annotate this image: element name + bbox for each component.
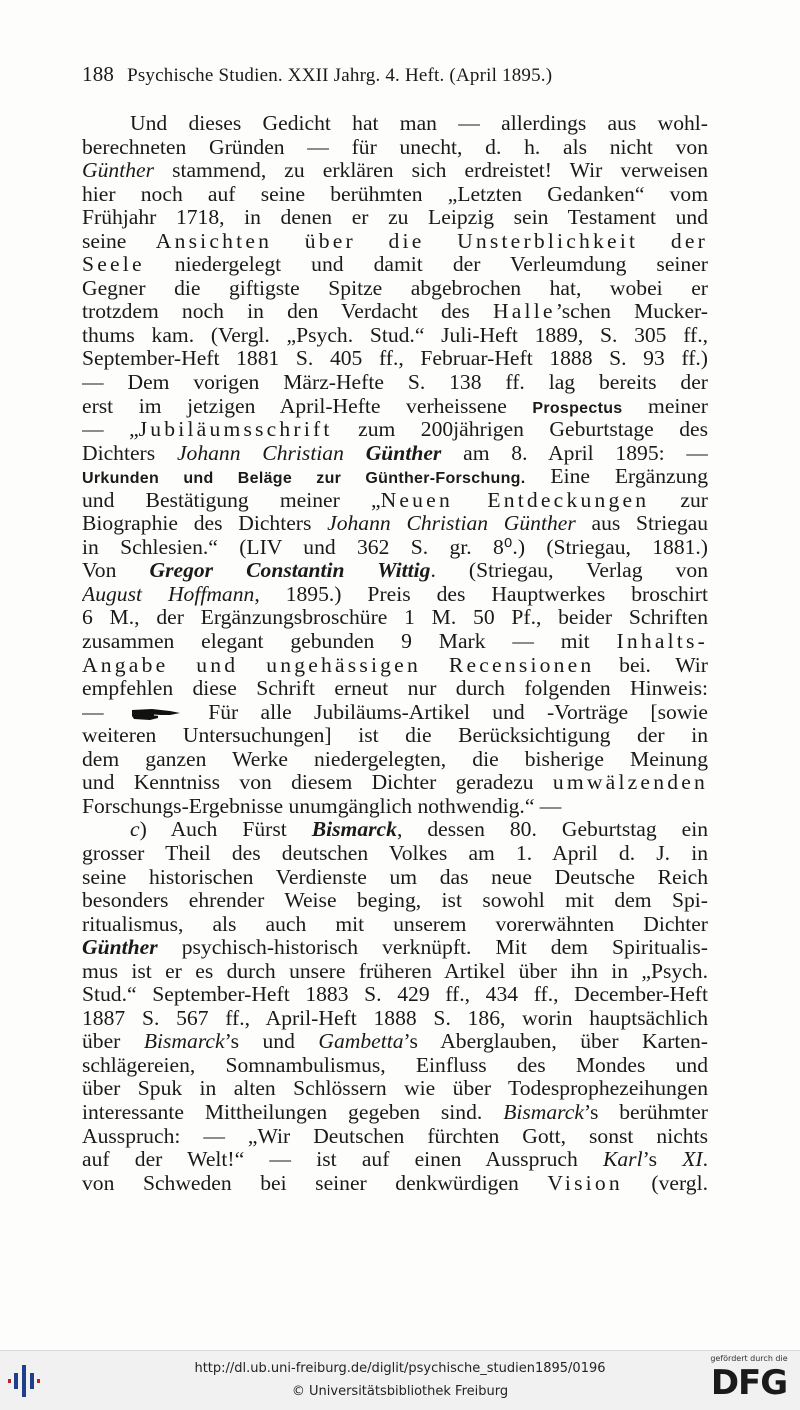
running-header — [82, 62, 712, 87]
text-line: Forschungs-Ergebnisse unumgänglich nothwendig.“ — — [82, 794, 562, 818]
text-line: Angabe und ungehässigen Recensionen bei. Wir — [82, 653, 708, 677]
text-line: zusammen elegant gebunden 9 Mark — mit Inhalts- — [82, 630, 708, 654]
page-number: 188 — [82, 62, 115, 86]
text-line: August Hoffmann, 1895.) Preis des Hauptwerkes broschirt — [82, 582, 708, 606]
running-title: Psychische Studien. XXII Jahrg. 4. Heft. (April 1895.) — [127, 65, 553, 86]
text-line: empfehlen diese Schrift erneut nur durch folgenden Hinweis: — [82, 677, 708, 701]
text-line: Urkunden und Beläge zur Günther-Forschung. Eine Ergänzung — [82, 465, 708, 489]
text-line: Frühjahr 1718, in denen er zu Leipzig sein Testament und — [82, 206, 708, 230]
footer-copyright: © Universitätsbibliothek Freiburg — [291, 1384, 509, 1399]
text-line: erst im jetzigen April-Hefte verheissene Prospectus meiner — [82, 394, 708, 418]
text-line: und Bestätigung meiner „Neuen Entdeckungen zur — [82, 488, 708, 512]
text-line: Günther stammend, zu erklären sich erdreistet! Wir verweisen — [82, 159, 708, 183]
text-line: grosser Theil des deutschen Volkes am 1. April d. J. in — [82, 841, 708, 865]
text-line: Dichters Johann Christian Günther am 8. April 1895: — — [82, 441, 708, 465]
text-line: seine Ansichten über die Unsterblichkeit der — [82, 229, 708, 253]
text-line: Seele niedergelegt und damit der Verleumdung seiner — [82, 253, 708, 277]
text-line: Günther psychisch-historisch verknüpft. Mit dem Spiritualis- — [82, 936, 708, 960]
text-line: berechneten Gründen — für unecht, d. h. als nicht von — [82, 135, 708, 159]
text-line: schlägereien, Somnambulismus, Einfluss des Mondes und — [82, 1053, 708, 1077]
dfg-logo — [706, 1354, 792, 1406]
text-line: interessante Mittheilungen gegeben sind. Bismarck’s berühmter — [82, 1100, 708, 1124]
dfg-wordmark: DFG — [710, 1363, 788, 1403]
text-line: c) Auch Fürst Bismarck, dessen 80. Geburtstag ein — [130, 818, 708, 842]
text-line: — Dem vorigen März-Hefte S. 138 ff. lag bereits der — [82, 371, 708, 395]
text-line: besonders ehrender Weise beging, ist sowohl mit dem Spi- — [82, 889, 708, 913]
text-line: thums kam. (Vergl. „Psych. Stud.“ Juli-Heft 1889, S. 305 ff., — [82, 323, 708, 347]
text-line: Von Gregor Constantin Wittig. (Striegau, Verlag von — [82, 559, 708, 583]
text-line: — Für alle Jubiläums-Artikel und -Vorträge [sowie — [82, 700, 708, 724]
body-text — [82, 112, 708, 1195]
text-line: seine historischen Verdienste um das neue Deutsche Reich — [82, 865, 708, 889]
text-line: September-Heft 1881 S. 405 ff., Februar-Heft 1888 S. 93 ff.) — [82, 347, 708, 371]
text-line: und Kenntniss von diesem Dichter geradezu umwälzenden — [82, 771, 708, 795]
text-line: über Spuk in alten Schlössern wie über Todesprophezeihungen — [82, 1077, 708, 1101]
text-line: — „Jubiläumsschrift zum 200jährigen Geburtstage des — [82, 418, 708, 442]
footer-url[interactable]: http://dl.ub.uni-freiburg.de/diglit/psychische_studien1895/0196 — [194, 1361, 606, 1376]
text-line: trotzdem noch in den Verdacht des Halle’schen Mucker- — [82, 300, 708, 324]
dfg-note: gefördert durch die — [710, 1354, 788, 1363]
text-line: Biographie des Dichters Johann Christian Günther aus Striegau — [82, 512, 708, 536]
text-line: 1887 S. 567 ff., April-Heft 1888 S. 186, worin hauptsächlich — [82, 1006, 708, 1030]
pointing-hand-icon — [130, 706, 182, 722]
text-line: dem ganzen Werke niedergelegten, die bisherige Meinung — [82, 747, 708, 771]
text-line: auf der Welt!“ — ist auf einen Ausspruch Karl’s XI. — [82, 1148, 708, 1172]
text-line: Und dieses Gedicht hat man — allerdings aus wohl- — [130, 112, 708, 135]
text-line: in Schlesien.“ (LIV und 362 S. gr. 8⁰.) (Striegau, 1881.) — [82, 535, 708, 559]
text-line: Stud.“ September-Heft 1883 S. 429 ff., 434 ff., December-Heft — [82, 983, 708, 1007]
text-line: Gegner die giftigste Spitze abgebrochen hat, wobei er — [82, 276, 708, 300]
text-line: weiteren Untersuchungen] ist die Berücksichtigung der in — [82, 724, 708, 748]
text-line: 6 M., der Ergänzungsbroschüre 1 M. 50 Pf., beider Schriften — [82, 606, 708, 630]
text-line: von Schweden bei seiner denkwürdigen Vision (vergl. — [82, 1171, 708, 1195]
viewer-footer — [0, 1350, 800, 1410]
text-line: Ausspruch: — „Wir Deutschen fürchten Gott, sonst nichts — [82, 1124, 708, 1148]
text-line: mus ist er es durch unsere früheren Artikel über ihn in „Psych. — [82, 959, 708, 983]
text-line: über Bismarck’s und Gambetta’s Aberglauben, über Karten- — [82, 1030, 708, 1054]
text-line: hier noch auf seine berühmten „Letzten Gedanken“ vom — [82, 182, 708, 206]
text-line: ritualismus, als auch mit unserem vorerwähnten Dichter — [82, 912, 708, 936]
